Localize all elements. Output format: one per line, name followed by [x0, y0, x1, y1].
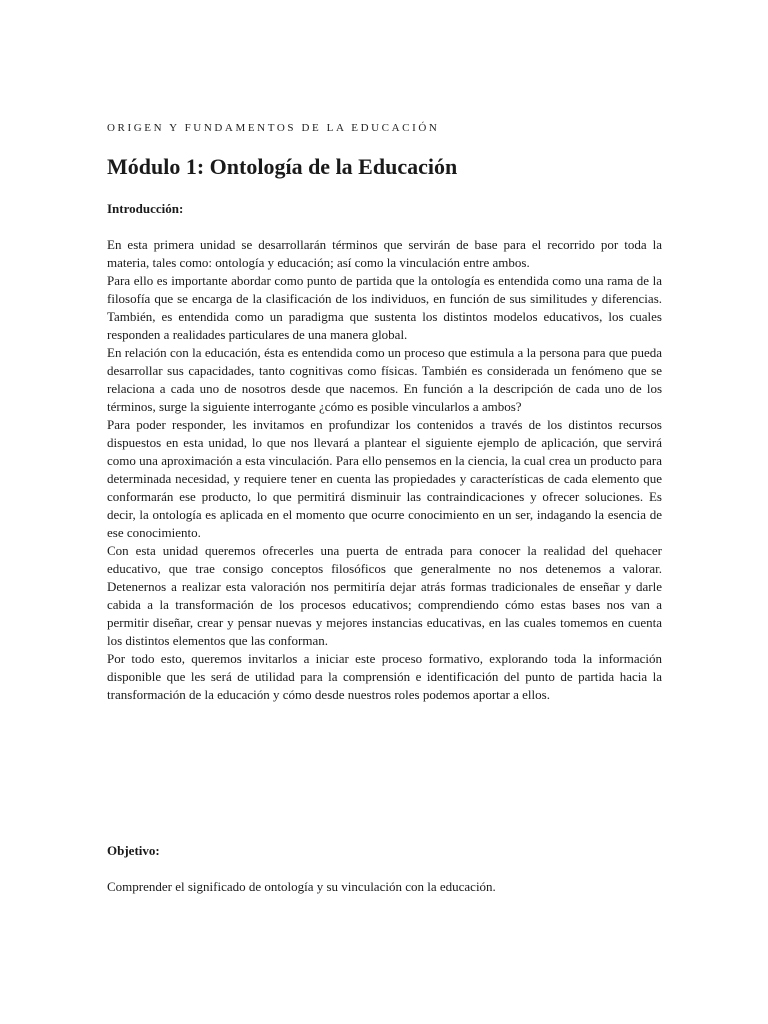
- objective-text: Comprender el significado de ontología y su vinculación con la educación.: [107, 879, 496, 894]
- intro-paragraph: En relación con la educación, ésta es entendida como un proceso que estimula a la persona para que pueda desarrollar sus capacidades, tanto cognitivas como físicas. También es considerada un fenómeno que se relaciona a cada uno de nosotros desde que nacemos. En función a la descripción de cada uno de los términos, surge la siguiente interrogante ¿cómo es posible vincularlos a ambos?: [107, 345, 662, 414]
- course-title: ORIGEN Y FUNDAMENTOS DE LA EDUCACIÓN: [107, 122, 440, 134]
- module-title: Módulo 1: Ontología de la Educación: [107, 154, 458, 179]
- intro-paragraph: Por todo esto, queremos invitarlos a iniciar este proceso formativo, explorando toda la información disponible que les será de utilidad para la comprensión e identificación del punto de partida hacia la transformación de la educación y cómo desde nuestros roles podemos aportar a ellos.: [107, 651, 662, 702]
- objective-heading: Objetivo:: [107, 843, 160, 858]
- intro-paragraph: Para poder responder, les invitamos en profundizar los contenidos a través de los distintos recursos dispuestos en esta unidad, lo que nos llevará a plantear el siguiente ejemplo de aplicación, que servirá como una aproximación a esta vinculación. Para ello pensemos en la ciencia, la cual crea un producto para determinada necesidad, y requiere tener en cuenta las propiedades y características de cada elemento que conformarán ese producto, lo que permitirá disminuir las contraindicaciones y ofrecer soluciones. Es decir, la ontología es aplicada en el momento que ocurre conocimiento en un ser, indagando la esencia de ese conocimiento.: [107, 417, 662, 540]
- intro-paragraph: Para ello es importante abordar como punto de partida que la ontología es entendida como una rama de la filosofía que se encarga de la clasificación de los individuos, en función de sus similitudes y diferencias. También, es entendida como un paradigma que sustenta los distintos modelos educativos, los cuales responden a realidades particulares de una manera global.: [107, 273, 662, 342]
- intro-paragraph: Con esta unidad queremos ofrecerles una puerta de entrada para conocer la realidad del quehacer educativo, que trae consigo conceptos filosóficos que generalmente no nos detenemos a valorar. Detenernos a realizar esta valoración nos permitiría dejar atrás formas tradicionales de enseñar y darle cabida a la transformación de los procesos educativos; comprendiendo cómo estas bases nos van a permitir diseñar, crear y pensar nuevas y mejores instancias educativas, en las cuales tomemos en cuenta los distintos elementos que las conforman.: [107, 543, 662, 648]
- intro-paragraph: En esta primera unidad se desarrollarán términos que servirán de base para el recorrido por toda la materia, tales como: ontología y educación; así como la vinculación entre ambos.: [107, 237, 662, 270]
- introduction-body: [107, 236, 662, 704]
- introduction-heading: Introducción:: [107, 201, 184, 216]
